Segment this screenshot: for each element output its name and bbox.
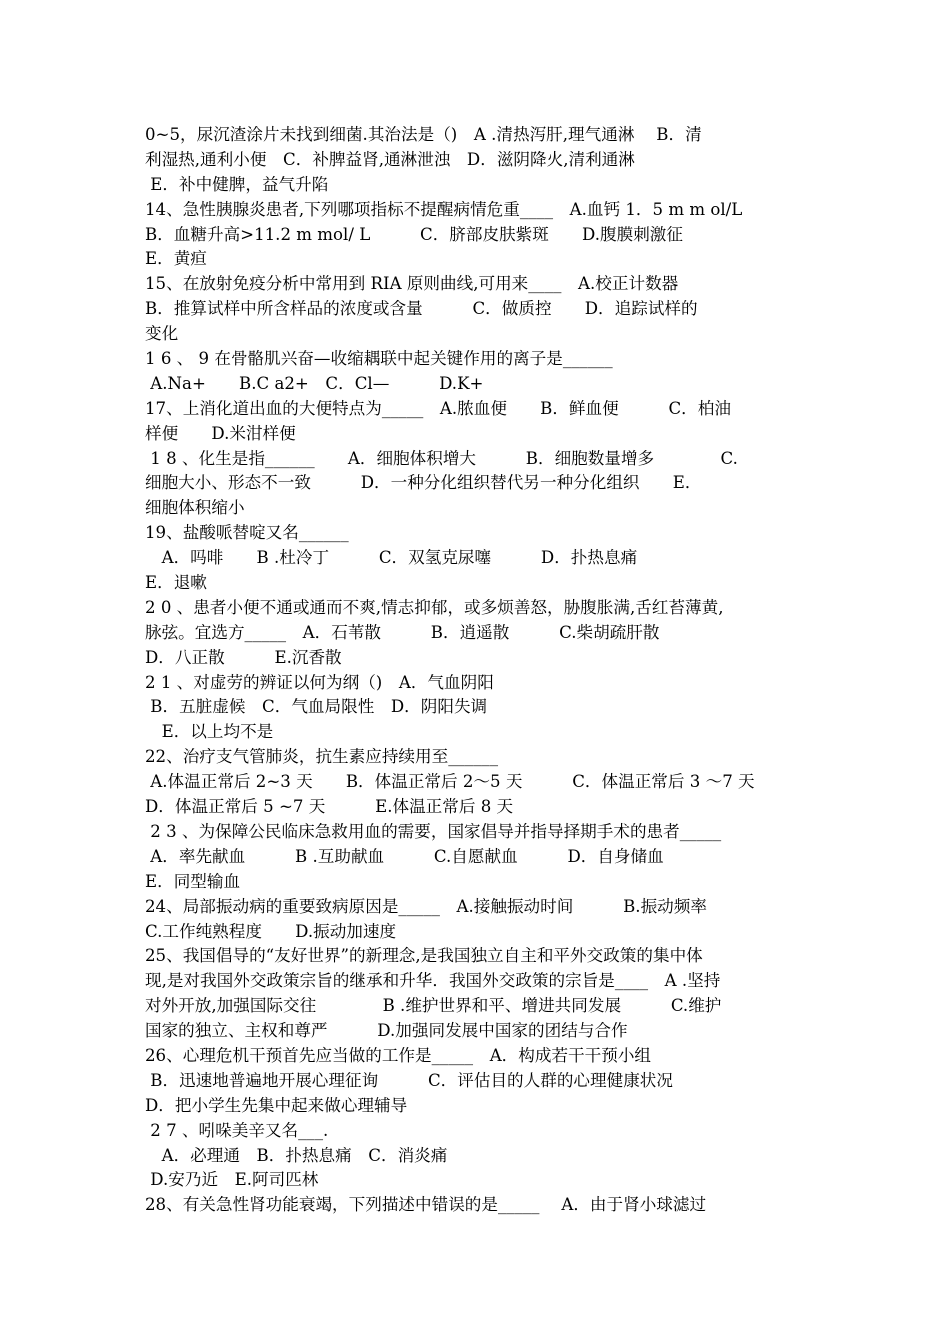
text-line: A.Na+ B.C a2+ C．Cl— D.K+ (145, 373, 484, 393)
text-line: 现,是对我国外交政策宗旨的继承和升华．我国外交政策的宗旨是____ A .坚持 (145, 971, 721, 991)
text-line: D．八正散 E.沉香散 (145, 647, 342, 667)
text-line: 2 1 、对虚劳的辨证以何为纲（) A．气血阴阳 (145, 672, 494, 692)
text-line: 19、盐酸哌替啶又名______ (145, 523, 349, 543)
text-line: B．推算试样中所含样品的浓度或含量 C．做质控 D．追踪试样的 (145, 299, 698, 319)
text-line: D．体温正常后 5 ~7 天 E.体温正常后 8 天 (145, 797, 514, 817)
text-line: B．五脏虚候 C．气血局限性 D．阴阳失调 (145, 697, 488, 717)
document-body (145, 123, 807, 1218)
text-line: A．率先献血 B .互助献血 C.自愿献血 D．自身储血 (145, 846, 664, 866)
text-line: 细胞体积缩小 (145, 498, 245, 518)
text-line: 25、我国倡导的“友好世界”的新理念,是我国独立自主和平外交政策的集中体 (145, 946, 703, 966)
text-line: 0~5，尿沉渣涂片未找到细菌.其治法是（) A .清热泻肝,理气通淋 B．清 (145, 125, 702, 144)
text-line: 1 6 、 9 在骨骼肌兴奋—收缩耦联中起关键作用的离子是______ (145, 349, 613, 369)
text-line: 22、治疗支气管肺炎，抗生素应持续用至______ (145, 747, 498, 767)
text-line: 15、在放射免疫分析中常用到 RIA 原则曲线,可用来____ A.校正计数器 (145, 274, 679, 294)
text-line: 2 0 、患者小便不通或通而不爽,情志抑郁，或多烦善怒，胁腹胀满,舌红苔薄黄, (145, 597, 724, 617)
text-line: E．补中健脾，益气升陷 (145, 174, 329, 194)
text-line: 24、局部振动病的重要致病原因是_____ A.接触振动时间 B.振动频率 (145, 896, 707, 916)
text-line: D．把小学生先集中起来做心理辅导 (145, 1095, 408, 1115)
text-line: B．迅速地普遍地开展心理征询 C．评估目的人群的心理健康状况 (145, 1070, 673, 1090)
text-line: E．以上均不是 (145, 722, 274, 742)
text-line: 26、心理危机干预首先应当做的工作是_____ A．构成若干干预小组 (145, 1045, 652, 1065)
text-line: B．血糖升高>11.2 m mol/ L C．脐部皮肤紫斑 D.腹膜刺激征 (145, 224, 683, 244)
text-line: 脉弦。宜选方_____ A．石苇散 B．逍遥散 C.柴胡疏肝散 (145, 622, 660, 642)
text-line: A．必理通 B．扑热息痛 C．消炎痛 (145, 1145, 448, 1165)
text-line: 14、急性胰腺炎患者,下列哪项指标不提醒病情危重____ A.血钙 1．5 m m ol/L (145, 199, 743, 219)
text-line: E．退嗽 (145, 573, 207, 593)
text-line: 细胞大小、形态不一致 D．一种分化组织替代另一种分化组织 E． (145, 473, 702, 493)
text-line: 变化 (145, 324, 179, 344)
text-line: 国家的独立、主权和尊严 D.加强同发展中国家的团结与合作 (145, 1021, 628, 1041)
text-line: C.工作纯熟程度 D.振动加速度 (145, 921, 397, 941)
text-line: A.体温正常后 2~3 天 B．体温正常后 2～5 天 C．体温正常后 3 ～7 天 (145, 772, 755, 792)
text-line: 28、有关急性肾功能衰竭，下列描述中错误的是_____ A．由于肾小球滤过 (145, 1195, 707, 1215)
text-line: 1 8 、化生是指______ A．细胞体积增大 B．细胞数量增多 C. (145, 448, 738, 468)
text-line: E．同型输血 (145, 871, 241, 891)
text-line: 2 7 、吲哚美辛又名___. (145, 1120, 329, 1140)
text-line: D.安乃近 E.阿司匹林 (145, 1170, 319, 1190)
text-line: 对外开放,加强国际交往 B .维护世界和平、增进共同发展 C.维护 (145, 996, 722, 1016)
text-line: A．吗啡 B .杜冷丁 C．双氢克尿噻 D．扑热息痛 (145, 548, 638, 568)
text-line: 利湿热,通利小便 C．补脾益肾,通淋泄浊 D．滋阴降火,清利通淋 (145, 149, 635, 169)
text-line: 17、上消化道出血的大便特点为_____ A.脓血便 B．鲜血便 C．柏油 (145, 398, 731, 418)
text-line: E．黄疸 (145, 249, 207, 269)
text-line: 样便 D.米泔样便 (145, 423, 296, 443)
text-line: 2 3 、为保障公民临床急救用血的需要，国家倡导并指导择期手术的患者_____ (145, 821, 722, 841)
